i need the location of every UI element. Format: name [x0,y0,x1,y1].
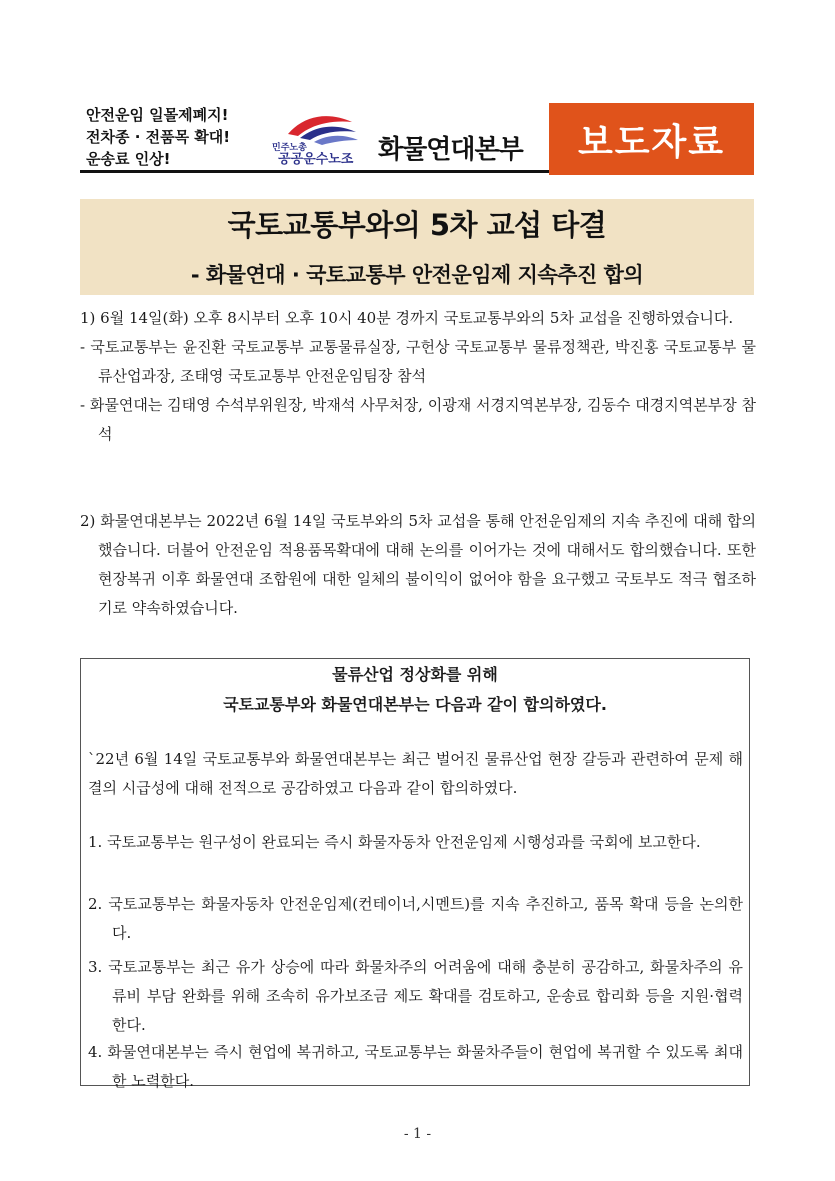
section-2-text: 2) 화물연대본부는 2022년 6월 14일 국토부와의 5차 교섭을 통해 안전운임제의 지속 추진에 대해 합의했습니다. 더불어 안전운임 적용품목확대에 대해 논의를 이어가는 것에 대해서도 합의했습니다. 또한 현장복귀 이후 화물연대 조합원에 대한 일체의 불이익이 없어야 함을 요구했고 국토부도 적극 협조하기로 약속하였습니다. [80,512,756,617]
agreement-intro: `22년 6월 14일 국토교통부와 화물연대본부는 최근 벌어진 물류산업 현장 갈등과 관련하여 문제 해결의 시급성에 대해 전적으로 공감하였고 다음과 같이 합의하였다. [88,750,743,797]
section-1 [80,304,756,449]
agreement-item: 2. 국토교통부는 화물자동차 안전운임제(컨테이너,시멘트)를 지속 추진하고, 품목 확대 등을 논의한다. [88,895,743,942]
agreement-item: 3. 국토교통부는 최근 유가 상승에 따라 화물차주의 어려움에 대해 충분히 공감하고, 화물차주의 유류비 부담 완화를 위해 조속히 유가보조금 제도 확대를 검토하고, 운송료 합리화 등을 지원·협력한다. [88,958,743,1034]
agreement-subheading: 국토교통부와 화물연대본부는 다음과 같이 합의하였다. [223,695,607,714]
org-name: 화물연대본부 [378,135,523,165]
agreement-item: 4. 화물연대본부는 즉시 현업에 복귀하고, 국토교통부는 화물차주들이 현업에 복귀할 수 있도록 최대한 노력한다. [88,1043,743,1090]
section-1-bullet-mot: - 국토교통부는 윤진환 국토교통부 교통물류실장, 구헌상 국토교통부 물류정책관, 박진홍 국토교통부 물류산업과장, 조태영 국토교통부 안전운임팀장 참석 [80,338,756,385]
slogan-line: 운송료 인상! [86,150,171,168]
agreement-heading: 물류산업 정상화를 위해 [332,665,498,684]
union-name: 공공운수노조 [278,152,354,167]
press-release-badge [549,103,754,175]
page-number: - 1 - [403,1126,432,1142]
union-small-label: 민주노총 [272,143,307,153]
slogan-line: 전차종 · 전품목 확대! [86,128,231,146]
section-1-bullet-union: - 화물연대는 김태영 수석부위원장, 박재석 사무처장, 이광재 서경지역본부장, 김동수 대경지역본부장 참석 [80,396,756,443]
section-1-lead: 1) 6월 14일(화) 오후 8시부터 오후 10시 40분 경까지 국토교통부와의 5차 교섭을 진행하였습니다. [80,309,734,327]
page-subtitle: - 화물연대 · 국토교통부 안전운임제 지속추진 합의 [190,263,644,287]
page-title: 국토교통부와의 5차 교섭 타결 [227,208,607,242]
slogan-line: 안전운임 일몰제폐지! [86,106,229,124]
section-2 [80,507,756,623]
agreement-item: 1. 국토교통부는 원구성이 완료되는 즉시 화물자동차 안전운임제 시행성과를 국회에 보고한다. [88,833,701,851]
press-release-label: 보도자료 [577,121,726,163]
slogan-block [86,104,286,170]
header-divider [80,170,550,173]
